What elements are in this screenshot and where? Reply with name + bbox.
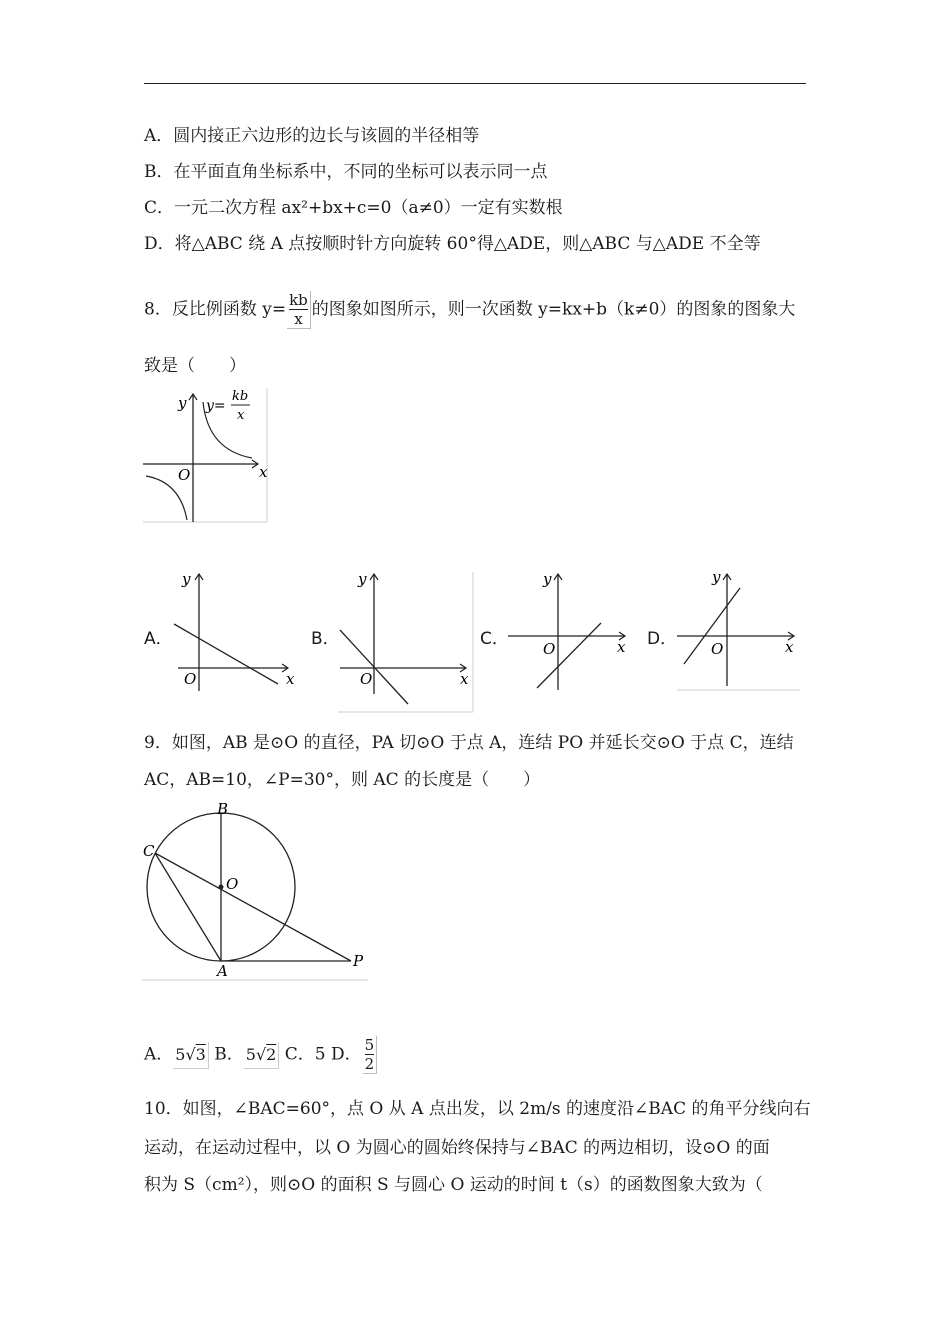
label-p: P: [353, 952, 364, 970]
y-axis-label: y: [182, 570, 191, 588]
q8-frac-num: kb: [289, 291, 308, 309]
y-axis-label: y: [358, 570, 367, 588]
q9-option-c[interactable]: C．5: [284, 1044, 326, 1065]
x-axis-label: x: [259, 463, 268, 481]
q8-stem-post: 的图象如图所示，则一次函数 y=kx+b（k≠0）的图象的图象大: [311, 299, 796, 320]
func-prefix: y=: [206, 398, 226, 414]
q8-option-b-graph[interactable]: [334, 566, 476, 716]
q8-option-d-label[interactable]: D．: [647, 629, 678, 649]
q8-fraction: [287, 291, 311, 329]
q8-option-b-label[interactable]: B．: [311, 629, 340, 649]
q9-option-d-label[interactable]: D．: [330, 1044, 362, 1065]
chord-ac: [155, 853, 221, 961]
header-rule: [144, 83, 806, 84]
origin-label: O: [178, 466, 191, 484]
q9-b-radicand: 2: [266, 1044, 277, 1064]
label-b: B: [217, 800, 229, 818]
q9-option-a-label[interactable]: A．: [144, 1044, 174, 1065]
y-axis-label: y: [543, 570, 552, 588]
x-axis-label: x: [785, 638, 794, 656]
q8-stem-pre: 8．反比例函数 y=: [144, 299, 287, 320]
q9-d-den: 2: [364, 1055, 375, 1073]
x-axis-label: x: [617, 638, 626, 656]
q8-hyperbola-graph: [140, 388, 270, 526]
q10-stem-line1: 10．如图，∠BAC=60°，点 O 从 A 点出发，以 2m/s 的速度沿∠BAC 的角平分线向右: [144, 1099, 811, 1119]
q7-option-b: B．在平面直角坐标系中，不同的坐标可以表示同一点: [144, 162, 548, 182]
q9-option-a-value: 5√3: [173, 1042, 209, 1069]
label-a: A: [217, 962, 228, 980]
q10-stem-line3: 积为 S（cm²），则⊙O 的面积 S 与圆心 O 运动的时间 t（s）的函数图象大致为（: [144, 1175, 763, 1195]
q9-d-num: 5: [364, 1036, 375, 1054]
q9-circle-figure: [138, 800, 372, 984]
y-axis-label: y: [712, 568, 721, 586]
func-den: x: [237, 408, 245, 423]
origin-label: O: [543, 640, 556, 658]
q9-stem-line1: 9．如图，AB 是⊙O 的直径，PA 切⊙O 于点 A，连结 PO 并延长交⊙O 于点 C，连结: [144, 733, 794, 753]
q8-option-a-graph[interactable]: [168, 566, 303, 696]
q8-option-c-label[interactable]: C．: [480, 629, 509, 649]
q9-a-radicand: 3: [195, 1044, 206, 1064]
x-axis-label: x: [286, 670, 295, 688]
label-c: C: [143, 842, 155, 860]
q8-option-c-graph[interactable]: [505, 566, 635, 696]
q9-answer-options: [144, 1036, 378, 1074]
origin-label: O: [360, 670, 373, 688]
y-axis-label: y: [178, 394, 187, 412]
q9-option-d-value: [363, 1036, 378, 1074]
q8-stem-line2: 致是（ ）: [144, 356, 246, 376]
func-num: kb: [232, 389, 249, 404]
q7-option-d: D．将△ABC 绕 A 点按顺时针方向旋转 60°得△ADE，则△ABC 与△ADE 不全等: [144, 234, 761, 254]
q8-option-a-label[interactable]: A．: [144, 629, 173, 649]
origin-label: O: [711, 640, 724, 658]
x-axis-label: x: [460, 670, 469, 688]
q9-stem-line2: AC，AB=10，∠P=30°，则 AC 的长度是（ ）: [144, 770, 541, 790]
q7-option-a: A．圆内接正六边形的边长与该圆的半径相等: [144, 126, 480, 146]
q8-frac-den: x: [294, 310, 303, 328]
q9-a-coef: 5: [175, 1044, 186, 1064]
q7-option-c: C．一元二次方程 ax²+bx+c=0（a≠0）一定有实数根: [144, 198, 563, 218]
q8-option-d-graph[interactable]: [674, 566, 804, 696]
line-cp: [155, 853, 351, 961]
q9-option-b-label[interactable]: B．: [214, 1044, 244, 1065]
origin-label: O: [184, 670, 197, 688]
q10-stem-line2: 运动，在运动过程中，以 O 为圆心的圆始终保持与∠BAC 的两边相切，设⊙O 的面: [144, 1138, 770, 1158]
center-point: [219, 885, 224, 890]
q8-stem-line1: [144, 291, 795, 329]
q9-option-b-value: 5√2: [244, 1042, 280, 1069]
label-o: O: [226, 875, 239, 893]
q9-b-coef: 5: [245, 1044, 256, 1064]
